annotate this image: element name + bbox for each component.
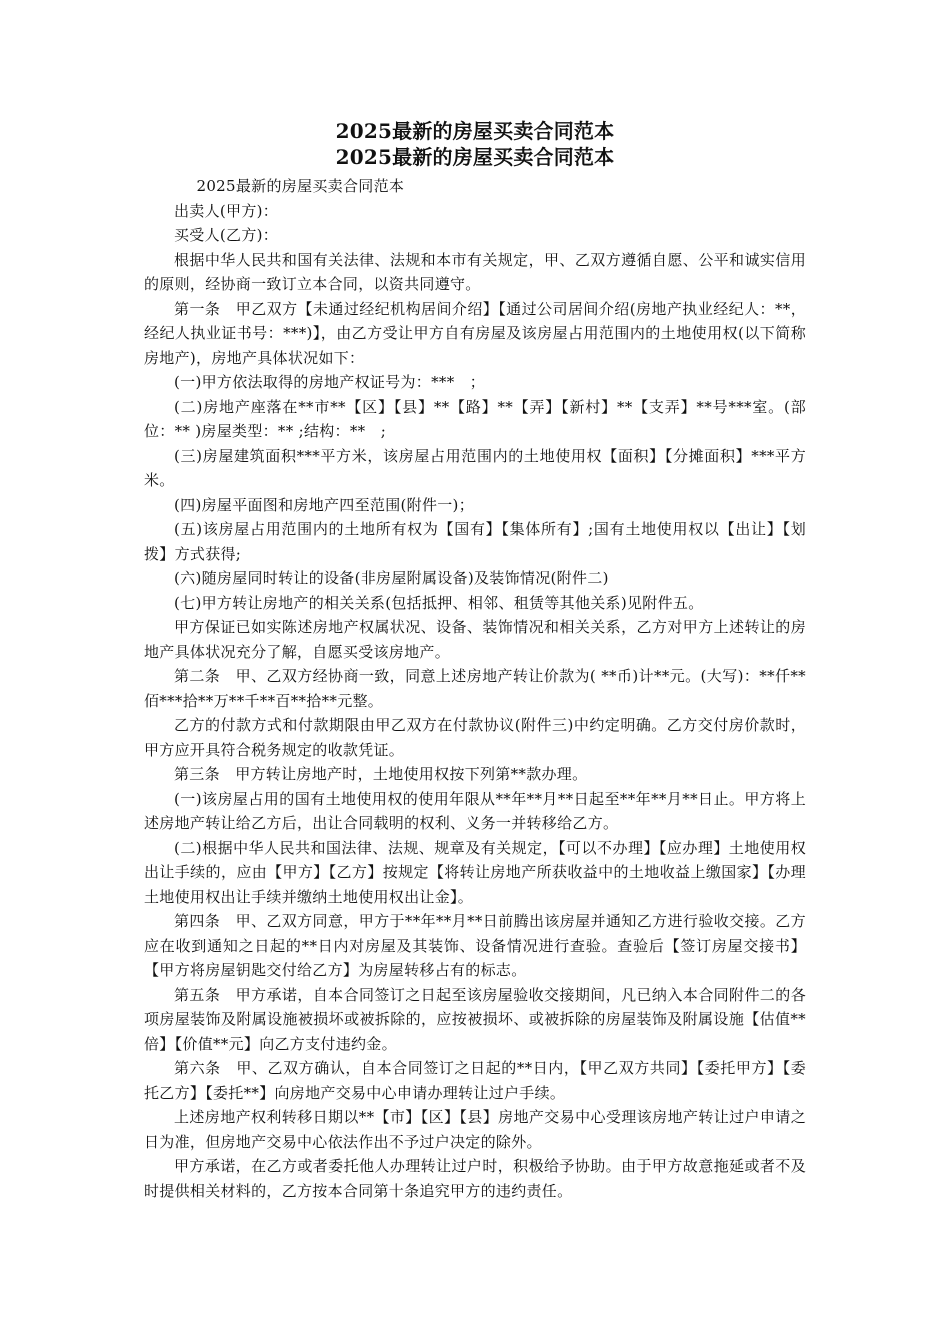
article-1-paragraph: 第一条 甲乙双方【未通过经纪机构居间介绍】【通过公司居间介绍(房地产执业经纪人：**，经纪人执业证书号：***)】，由乙方受让甲方自有房屋及该房屋占用范围内的土地使用权(以下简称房地产)，房地产具体状况如下： <box>144 299 806 367</box>
article-1-item-1: (一)甲方依法取得的房地产权证号为：*** ； <box>174 373 486 391</box>
article-3-paragraph: 第三条 甲方转让房地产时，土地使用权按下列第**款办理。 <box>174 765 588 783</box>
seller-guarantee-paragraph: 甲方保证已如实陈述房地产权属状况、设备、装饰情况和相关关系，乙方对甲方上述转让的房地产具体状况充分了解，自愿买受该房地产。 <box>144 618 806 661</box>
preamble-paragraph: 根据中华人民共和国有关法律、法规和本市有关规定，甲、乙双方遵循自愿、公平和诚实信用的原则，经协商一致订立本合同，以资共同遵守。 <box>144 250 806 293</box>
transfer-date-paragraph: 上述房地产权利转移日期以**【市】【区】【县】房地产交易中心受理该房地产转让过户申请之日为准，但房地产交易中心依法作出不予过户决定的除外。 <box>144 1108 806 1151</box>
document-page <box>144 118 806 1203</box>
buyer-line: 买受人(乙方)： <box>174 226 279 244</box>
document-title-line-2: 2025最新的房屋买卖合同范本 <box>335 145 615 169</box>
article-6-paragraph: 第六条 甲、乙双方确认，自本合同签订之日起的**日内，【甲乙双方共同】【委托甲方】【委托乙方】【委托**】向房地产交易中心申请办理转让过户手续。 <box>144 1059 806 1102</box>
document-title-line-1: 2025最新的房屋买卖合同范本 <box>335 119 615 143</box>
article-3-item-1: (一)该房屋占用的国有土地使用权的使用年限从**年**月**日起至**年**月**日止。甲方将上述房地产转让给乙方后，出让合同载明的权利、义务一并转移给乙方。 <box>144 789 806 832</box>
payment-terms-paragraph: 乙方的付款方式和付款期限由甲乙双方在付款协议(附件三)中约定明确。乙方交付房价款时，甲方应开具符合税务规定的收款凭证。 <box>144 716 806 759</box>
seller-commitment-paragraph: 甲方承诺，在乙方或者委托他人办理转让过户时，积极给予协助。由于甲方故意拖延或者不及时提供相关材料的，乙方按本合同第十条追究甲方的违约责任。 <box>144 1157 806 1200</box>
document-body <box>144 174 806 1203</box>
article-1-item-6: (六)随房屋同时转让的设备(非房屋附属设备)及装饰情况(附件二) <box>174 569 609 587</box>
article-1-item-3: (三)房屋建筑面积***平方米，该房屋占用范围内的土地使用权【面积】【分摊面积】***平方米。 <box>144 446 806 489</box>
article-4-paragraph: 第四条 甲、乙双方同意，甲方于**年**月**日前腾出该房屋并通知乙方进行验收交接。乙方应在收到通知之日起的**日内对房屋及其装饰、设备情况进行查验。查验后【签订房屋交接书】【甲方将房屋钥匙交付给乙方】为房屋转移占有的标志。 <box>144 912 806 979</box>
document-subtitle: 2025最新的房屋买卖合同范本 <box>196 177 405 195</box>
article-1-item-4: (四)房屋平面图和房地产四至范围(附件一)； <box>174 495 475 514</box>
article-3-item-2: (二)根据中华人民共和国法律、法规、规章及有关规定，【可以不办理】【应办理】土地使用权出让手续的，应由【甲方】【乙方】按规定【将转让房地产所获收益中的土地收益上缴国家】【办理土地使用权出让手续并缴纳土地使用权出让金】。 <box>144 838 806 906</box>
article-1-item-7: (七)甲方转让房地产的相关关系(包括抵押、相邻、租赁等其他关系)见附件五。 <box>174 593 704 612</box>
seller-line: 出卖人(甲方)： <box>174 201 279 220</box>
article-1-item-5: (五)该房屋占用范围内的土地所有权为【国有】【集体所有】;国有土地使用权以【出让】【划拨】方式获得; <box>144 520 806 563</box>
article-2-paragraph: 第二条 甲、乙双方经协商一致，同意上述房地产转让价款为( **币)计**元。(大写)：**仟**佰***拾**万**千**百**拾**元整。 <box>144 667 806 710</box>
article-1-item-2: (二)房地产座落在**市**【区】【县】**【路】**【弄】【新村】**【支弄】**号***室。(部位：** )房屋类型：** ;结构：** ; <box>144 397 806 440</box>
article-5-paragraph: 第五条 甲方承诺，自本合同签订之日起至该房屋验收交接期间，凡已纳入本合同附件二的各项房屋装饰及附属设施被损坏或被拆除的，应按被损坏、或被拆除的房屋装饰及附属设施【估值**倍】【价值**元】向乙方支付违约金。 <box>144 985 806 1053</box>
